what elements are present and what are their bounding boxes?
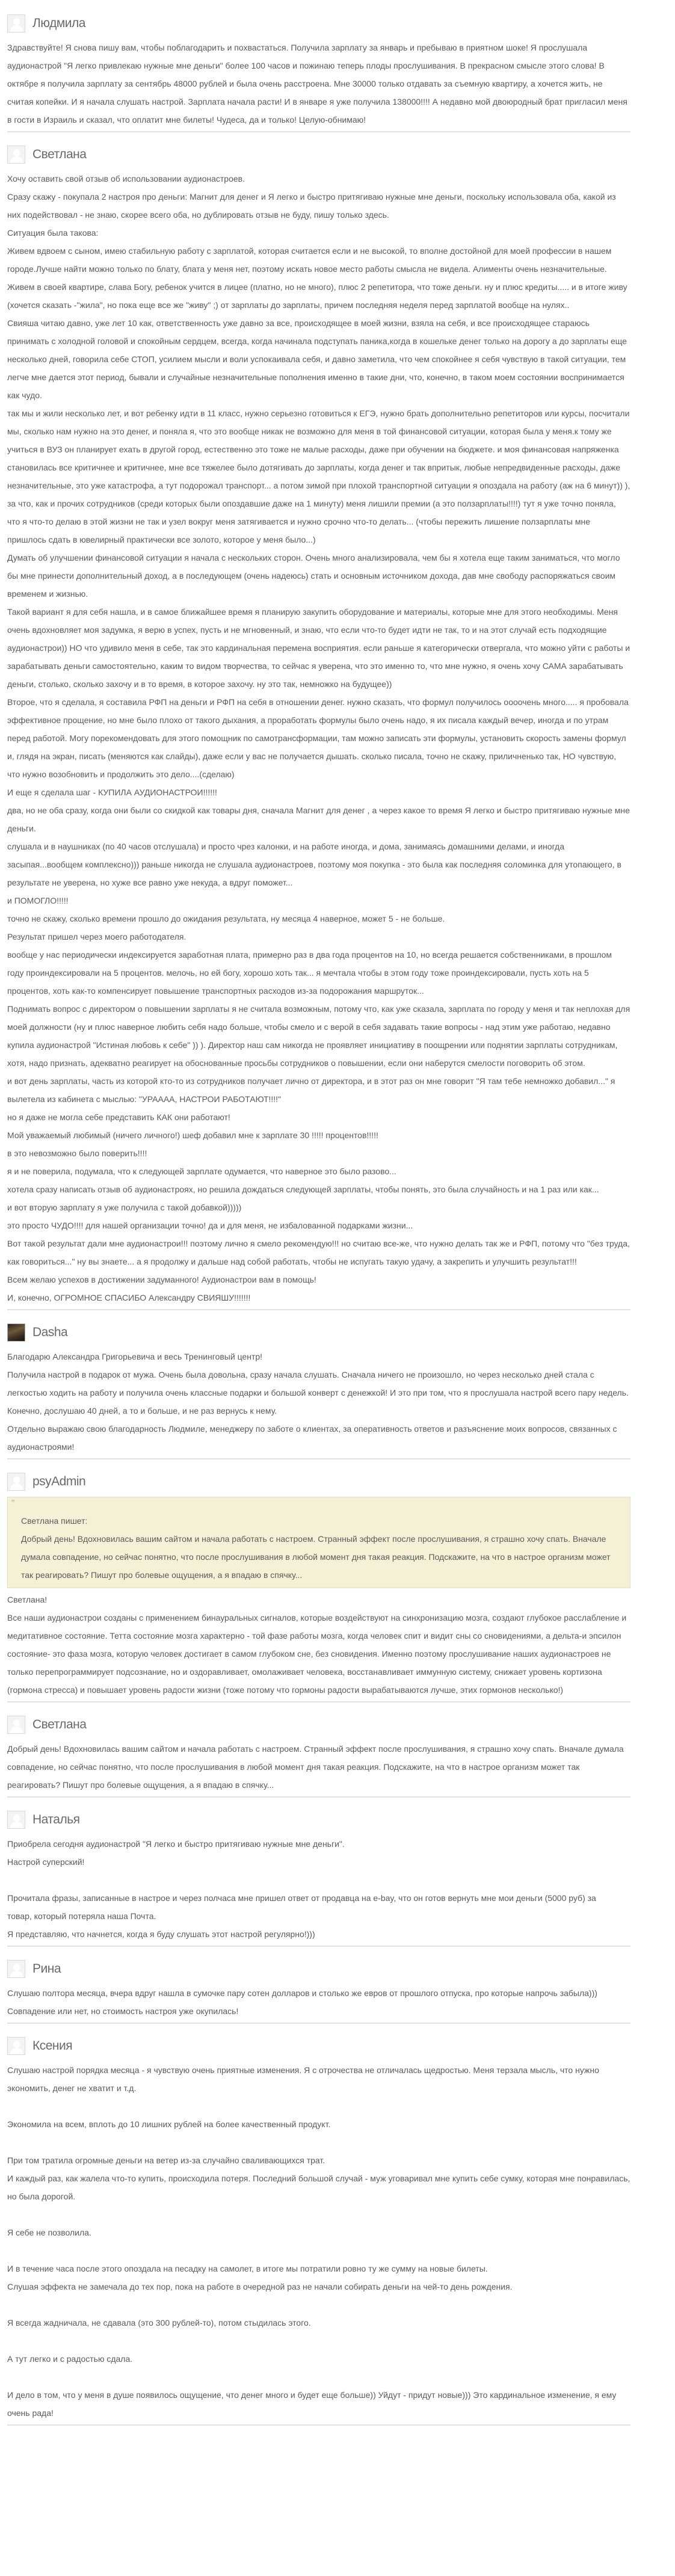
comment-paragraph: Отдельно выражаю свою благодарность Людмиле, менеджеру по заботе о клиентах, за оперативность ответов и разъяснение моих вопросов, связанных с аудионастроями! xyxy=(7,1424,617,1452)
avatar-head-shape xyxy=(13,2041,20,2048)
comment xyxy=(7,1953,630,2024)
comment xyxy=(7,1709,630,1798)
comment-author[interactable]: Светлана xyxy=(32,147,87,161)
avatar-head-shape xyxy=(13,149,20,156)
comment-paragraph: Здравствуйте! Я снова пишу вам, чтобы поблагодарить и похвастаться. Получила зарплату за январь и пребываю в приятном шоке! Я прослушала аудионастрой "Я легко привлекаю нужные мне деньги" более 100 часов и пожинаю теперь плоды прослушивания. В прекрасном смысле этого слова! В октябре я получила зарплату за сентябрь 48000 рублей и была очень расстроена. Мне 30000 только отдавать за съемную квартиру, а хочется жить, не считая копейки. И я начала слушать настрой. Зарплата начала расти! И в январе я уже получила 138000!!!! А недавно мой двоюродный брат пригласил меня в гости в Израиль и сказал, что оплатит мне билеты! Чудеса, да и только! Целую-обнимаю! xyxy=(7,43,627,125)
quote-text: Добрый день! Вдохновилась вашим сайтом и начала работать с настроем. Странный эффект после прослушивания, я страшно хочу спать. Вначале думала совпадение, но сейчас понятно, что после прослушивания в любой момент дня такая реакция. Подскажите, на что в настрое организм может так реагировать? Пишут про болевые ощущения, а я впадаю в спячку... xyxy=(21,1534,611,1580)
comment-author[interactable]: Рина xyxy=(32,1962,61,1976)
comment-paragraph: товар, который потеряла наша Почта. xyxy=(7,1911,156,1921)
comment-paragraph: Хочу оставить свой отзыв об использовании аудионастроев. xyxy=(7,174,245,183)
blank-line xyxy=(7,2133,630,2151)
default-avatar-icon[interactable] xyxy=(7,146,25,164)
comment-paragraph: Сразу скажу - покупала 2 настроя про деньги: Магнит для денег и Я легко и быстро притягиваю нужные мне деньги, поскольку использовала оба, какой из них подействовал - не знаю, скорее всего оба, но дублировать отзыв не буду, пишу только здесь. xyxy=(7,192,616,220)
comment-paragraph: Благодарю Александра Григорьевича и весь Тренинговый центр! xyxy=(7,1352,263,1361)
avatar-head-shape xyxy=(13,1719,20,1727)
comment-paragraph: Я себе не позволила. xyxy=(7,2228,91,2237)
comment-paragraph: я и не поверила, подумала, что к следующей зарплате одумается, что наверное это было разово... xyxy=(7,1166,396,1176)
comment-header xyxy=(7,1322,630,1343)
quote-attribution: Светлана пишет: xyxy=(21,1516,88,1526)
comment-paragraph: и вот вторую зарплату я уже получила с такой добавкой))))) xyxy=(7,1203,242,1212)
comment-paragraph: и ПОМОГЛО!!!!! xyxy=(7,896,69,905)
comment-paragraph: Слушаю полтора месяца, вчера вдруг нашла в сумочке пару сотен долларов и столько же евров от прошлого отпуска, про которые напрочь забыла))) Совпадение или нет, но стоимость настроя уже окупилась! xyxy=(7,1988,597,2016)
comment-paragraph: Экономила на всем, вплоть до 10 лишних рублей на более качественный продукт. xyxy=(7,2119,331,2129)
blank-line xyxy=(7,2332,630,2350)
comment-author[interactable]: Наталья xyxy=(32,1813,80,1826)
comment-paragraph: Результат пришел через моего работодателя. xyxy=(7,932,186,941)
comment-paragraph: Светлана! xyxy=(7,1595,48,1604)
comment-paragraph: И еще я сделала шаг - КУПИЛА АУДИОНАСТРОИ!!!!!! xyxy=(7,787,217,797)
comment-paragraph: Я представляю, что начнется, когда я буду слушать этот настрой регулярно!))) xyxy=(7,1929,315,1939)
comment-paragraph: слушала и в наушниках (по 40 часов отслушала) и просто чрез калонки, и на работе иногда, и дома, занимаясь домашними делами, и иногда засыпая...вообщем комплексно))) раньше никогда не слушала аудионастроев, поэтому моя покупка - это была как последняя соломинка для утопающего, в результате не уверена, но хуже все равно уже некуда, а вдруг поможет... xyxy=(7,842,621,887)
blank-line xyxy=(7,2205,630,2223)
comment-paragraph: Добрый день! Вдохновилась вашим сайтом и начала работать с настроем. Странный эффект после прослушивания, я страшно хочу спать. Вначале думала совпадение, но сейчас понятно, что после прослушивания в любой момент дня такая реакция. Подскажите, на что в настрое организм может так реагировать? Пишут про болевые ощущения, а я впадаю в спячку... xyxy=(7,1744,624,1790)
comment-header xyxy=(7,1715,630,1735)
comment-paragraph: так мы и жили несколько лет, и вот ребенку идти в 11 класс, нужно серьезно готовиться к ЕГЭ, нужно брать дополнительно репетиторов или курсы, посчитали мы, сколько нам нужно на это денег, и поняла я, что это вообще никак не возможно для меня в той финансовой ситуации, которая была у меня.к тому же учиться в ВУЗ он планирует ехать в другой город, естественно это тоже не малые расходы, даже при обучении на бюджете. и моя финансовая напряженка становилась все критичнее и критичнее, мне все тяжелее было дотягивать до зарплаты, когда денег и так впритык, любые непредвиденные расходы, даже незначительные, это уже катастрофа, а тут подорожал транспорт... а потом зимой при плохой транспортной ситуации я опоздала на работу (аж на 6 минут)) ), за что, как и прочих сотрудников (среди которых были опоздавшие даже на 1 минуту) меня лишили премии (а это ползарплаты!!!!) тут я уже точно поняла, что я что-то делаю в этой жизни не так и узел вокруг меня затягивается и нужно срочно что-то делать... (чтобы пережить лишение ползарплаты мне пришлось сдать в ювелирный практически все золото, которое у меня было...) xyxy=(7,408,630,544)
comment-paragraph: Мой уважаемый любимый (ничего личного!) шеф добавил мне к зарплате 30 !!!!! процентов!!!!! xyxy=(7,1130,378,1140)
comment-header xyxy=(7,13,630,34)
comment xyxy=(7,7,630,132)
comment-paragraph: И в течение часа после этого опоздала на песадку на самолет, в итоге мы потратили ровно ту же сумму на новые билеты. xyxy=(7,2264,488,2273)
comment-author[interactable]: Ксения xyxy=(32,2039,73,2053)
avatar-body-shape xyxy=(10,1484,23,1491)
avatar-body-shape xyxy=(10,25,23,32)
comment-header xyxy=(7,1959,630,1979)
comment-paragraph: При том тратила огромные деньги на ветер из-за случайно сваливающихся трат. xyxy=(7,2155,325,2165)
comment-header xyxy=(7,1471,630,1492)
comment-paragraph: два, но не оба сразу, когда они были со скидкой как товары дня, сначала Магнит для денег , а через какое то время Я легко и быстро притягиваю нужные мне деньги. xyxy=(7,806,630,833)
comment-paragraph: Поднимать вопрос с директором о повышении зарплаты я не считала возможным, потому что, как уже сказала, зарплата по городу у меня и так неплохая для моей должности (ну и плюс наверное любить себя надо больше, чтобы смело и с верой в себя задавать такие вопросы - над этим уже работаю, недавно купила аудионастрой "Истиная любовь к себе" )) ). Директор наш сам никогда не проявляет инициативу в поощрении или поднятии зарплаты сотрудникам, хотя, надо признать, адекватно реагирует на обоснованные просьбы сотрудников о повышении, если они наберутся смелости поговорить об этом. xyxy=(7,1004,630,1068)
comment-paragraph: Вот такой результат дали мне аудионастрои!!! поэтому лично я смело рекомендую!!! но считаю все-же, что нужно делать так же и РФП, потому что "без труда, как говориться..." ну вы знаете... а я продолжу и дальше над собой работать, чтобы не испугать такую удачу, а закрепить и улучшить результат!!! xyxy=(7,1239,630,1266)
comment-paragraph: Настрой суперский! xyxy=(7,1857,85,1867)
comment-paragraph: И дело в том, что у меня в душе появилось ощущение, что денег много и будет еще больше)) Уйдут - придут новые))) Это кардинальное изменение, я ему очень рада! xyxy=(7,2390,617,2418)
comment-author[interactable]: psyAdmin xyxy=(32,1474,86,1488)
comment-paragraph: точно не скажу, сколько времени прошло до ожидания результата, ну месяца 4 наверное, может 5 - не больше. xyxy=(7,914,445,923)
comment-paragraph: Слушая эффекта не замечала до тех пор, пока на работе в очередной раз не начали собирать деньги на чей-то день рождения. xyxy=(7,2282,513,2291)
comment-paragraph: Такой вариант я для себя нашла, и в самое ближайшее время я планирую закупить оборудование и материалы, которые мне для этого необходимы. Меня очень вдохновляет моя задумка, я верю в успех, пусть и не мгновенный, и знаю, что если что-то будет идти не так, то и на этот случай есть подходящие аудионастрои)) НО что удивило меня в себе, так это кардинальная перемена восприятия. если раньше я категорически отвергала, что можно уйти с работы и зарабатывать деньги самостоятельно, каким то видом творчества, то сейчас я уверена, что это именно то, что мне нужно, я очень хочу САМА зарабатывать деньги, столько, сколько захочу и в то время, в которое захочу. ну это так, немножко на будущее)) xyxy=(7,607,630,689)
comment-paragraph: Приобрела сегодня аудионастрой "Я легко и быстро притягиваю нужные мне деньги". xyxy=(7,1839,345,1849)
comment-header xyxy=(7,1810,630,1830)
comment xyxy=(7,138,630,1310)
comment xyxy=(7,1804,630,1947)
comment-paragraph: Я всегда жадничала, не сдавала (это 300 рублей-то), потом стыдилась этого. xyxy=(7,2318,311,2328)
default-avatar-icon[interactable] xyxy=(7,14,25,32)
comment-paragraph: И, конечно, ОГРОМНОЕ СПАСИБО Александру СВИЯШУ!!!!!!! xyxy=(7,1293,251,1302)
comment-author[interactable]: Светлана xyxy=(32,1718,87,1731)
comment-paragraph: это просто ЧУДО!!!! для нашей организации точно! да и для меня, не избалованной подарками жизни... xyxy=(7,1221,413,1230)
default-avatar-icon[interactable] xyxy=(7,2037,25,2055)
comment xyxy=(7,1316,630,1459)
default-avatar-icon[interactable] xyxy=(7,1811,25,1829)
avatar-body-shape xyxy=(10,2048,23,2055)
comment-paragraph: Свияша читаю давно, уже лет 10 как, ответственность уже давно за все, происходящее в моей жизни, взяла на себя, и все происходящее стараюсь принимать с холодной головой и спокойным сердцем, всегда, когда начинала подступать паника,когда в кошельке денег только на дорогу а до зарплаты еще несколько дней, говорила себе СТОП, усилием мысли и воли успокаивала себя, и давно заметила, что чем спокойнее я себя чувствую в такой ситуации, тем легче мне дается этот период, бывали и случайные незначительные пополнения именно в такие дни, что, конечно, в таком моем состоянии воспринимается как чудо. xyxy=(7,318,627,400)
comment-header xyxy=(7,2036,630,2056)
avatar-body-shape xyxy=(10,1971,23,1978)
comment-paragraph: Живем вдвоем с сыном, имею стабильную работу с зарплатой, которая считается если и не высокой, то вполне достойной для моей профессии в нашем городе.Лучше найти можно только по блату, блата у меня нет, поэтому искать новое место работы смысла не видела. Алименты очень незначительные. Живем в своей квартире, слава Богу, ребенок учится в лицее (платно, но не много), плюс 2 репетитора, что тоже деньги. ну и плюс кредиты..... и в итоге живу (хочется сказать -"жила", но пока еще все же "живу" ;) от зарплаты до зарплаты, причем последняя неделя перед зарплатой вообще на нулях.. xyxy=(7,246,627,310)
comment-paragraph: И каждый раз, как жалела что-то купить, происходила потеря. Последний большой случай - муж уговаривал мне купить себе сумку, которая мне понравилась, но была дорогой. xyxy=(7,2174,630,2201)
avatar-body-shape xyxy=(10,1727,23,1734)
avatar-head-shape xyxy=(13,18,20,25)
default-avatar-icon[interactable] xyxy=(7,1716,25,1734)
comment-paragraph: Прочитала фразы, записанные в настрое и через полчаса мне пришел ответ от продавца на e-bay, что он готов вернуть мне мои деньги (5000 руб) за xyxy=(7,1893,596,1903)
comment-paragraph: Второе, что я сделала, я составила РФП на деньги и РФП на себя в отношении денег. нужно сказать, что формул получилось оооочень много..... я пробовала эффективное прощение, но мне было плохо от такого дыхания, а проработать формулы было очень надо, я их писала каждый вечер, иногда и по утрам перед работой. Могу порекомендовать для этого помощник по самотрансформации, там можно записать эти формулы, установить скорость замены формул и, глядя на экран, писать (меняются как слайды), даже если у вас не получается дышать. сколько писала, точно не скажу, приличненько так, НО чувствую, что нужно возобновить и продолжить это дело....(сделаю) xyxy=(7,697,629,779)
avatar-photo[interactable] xyxy=(7,1323,25,1342)
avatar-head-shape xyxy=(13,1476,20,1484)
comment-paragraph: Ситуация была такова: xyxy=(7,228,99,238)
quoted-comment xyxy=(7,1497,630,1588)
comment-paragraph: и вот день зарплаты, часть из которой кто-то из сотрудников получает лично от директора, и в этот раз он мне говорит "Я там тебе немножко добавил..." я вылетела из кабинета с мыслью: "УРАААА, НАСТРОИ РАБОТАЮТ!!!!" xyxy=(7,1076,615,1104)
quote-icon: ” xyxy=(11,1499,15,1509)
avatar-head-shape xyxy=(13,1814,20,1822)
comment xyxy=(7,2030,630,2426)
comment-paragraph: хотела сразу написать отзыв об аудионастроях, но решила дождаться следующей зарплаты, чтобы понять, это была случайность и на 1 раз или как... xyxy=(7,1185,599,1194)
comment-paragraph: Все наши аудионастрои созданы с применением бинауральных сигналов, которые воздействуют на синхронизацию мозга, создают глубокое расслабление и медитативное состояние. Тетта состояние мозга характерно - той фазе работы мозга, когда человек спит и видит сны со сновидениями, а дельта-и эпсилон состояние- это фаза мозга, которую человек достигает в самом глубоком сне, без сновидения. Именно поэтому прослушивание наших аудионастроев не только перепрограммирует подсознание, но и оздоравливает, омолаживает человека, восстанавливает иммунную систему, снижает уровень кортизона (гормона стресса) и повышает уровень радости жизни (тоже потому что гормоны радости вырабатываются лучше, этих гормонов несколько!) xyxy=(7,1613,627,1695)
avatar-head-shape xyxy=(13,1964,20,1971)
comment-author[interactable]: Людмила xyxy=(32,16,85,30)
blank-line xyxy=(7,2097,630,2115)
comment-paragraph: но я даже не могла себе представить КАК они работают! xyxy=(7,1112,230,1122)
comment-author[interactable]: Dasha xyxy=(32,1325,68,1339)
comment xyxy=(7,1465,630,1702)
blank-line xyxy=(7,2296,630,2314)
blank-line xyxy=(7,1871,630,1889)
comment-paragraph: Думать об улучшении финансовой ситуации я начала с нескольких сторон. Очень много анализировала, чем бы я хотела еще таким заниматься, что могло бы мне принести дополнительный доход, а в последующем (очень надеюсь) стать и основным источником дохода, дав мне свободу распоряжаться своим временем и жизнью. xyxy=(7,553,620,599)
avatar-body-shape xyxy=(10,1822,23,1829)
default-avatar-icon[interactable] xyxy=(7,1473,25,1491)
comment-paragraph: А тут легко и с радостью сдала. xyxy=(7,2354,133,2364)
comment-paragraph: Слушаю настрой порядка месяца - я чувствую очень приятные изменения. Я с отрочества не отличалась щедростью. Меня терзала мысль, что нужно экономить, денег не хватит и т.д. xyxy=(7,2065,599,2093)
blank-line xyxy=(7,2242,630,2260)
comment-paragraph: вообще у нас периодически индексируется заработная плата, примерно раз в два года процентов на 10, но всегда решается собственниками, в прошлом году проиндексировали на 5 процентов. мелочь, но ей богу, хорошо хоть так... я мечтала чтобы в этом году тоже проиндексировали, пусть хоть на 5 процентов, хоть как-то компенсирует повышение транспортных расходов из-за подорожания маршруток... xyxy=(7,950,612,996)
default-avatar-icon[interactable] xyxy=(7,1960,25,1978)
avatar-body-shape xyxy=(10,156,23,164)
comment-header xyxy=(7,144,630,165)
comment-paragraph: в это невозможно было поверить!!!! xyxy=(7,1148,147,1158)
comment-paragraph: Получила настрой в подарок от мужа. Очень была довольна, сразу начала слушать. Сначала ничего не произошло, но через несколько дней стала с легкостью ходить на работу и получила очень классные подарки и большой конверт с денежкой! И это при том, что я прослушала настрой всего пару недель. Конечно, дослушаю 40 дней, а то и больше, и не раз вернусь к нему. xyxy=(7,1370,629,1416)
blank-line xyxy=(7,2368,630,2386)
comment-paragraph: Всем желаю успехов в достижении задуманного! Аудионастрои вам в помощь! xyxy=(7,1275,316,1284)
